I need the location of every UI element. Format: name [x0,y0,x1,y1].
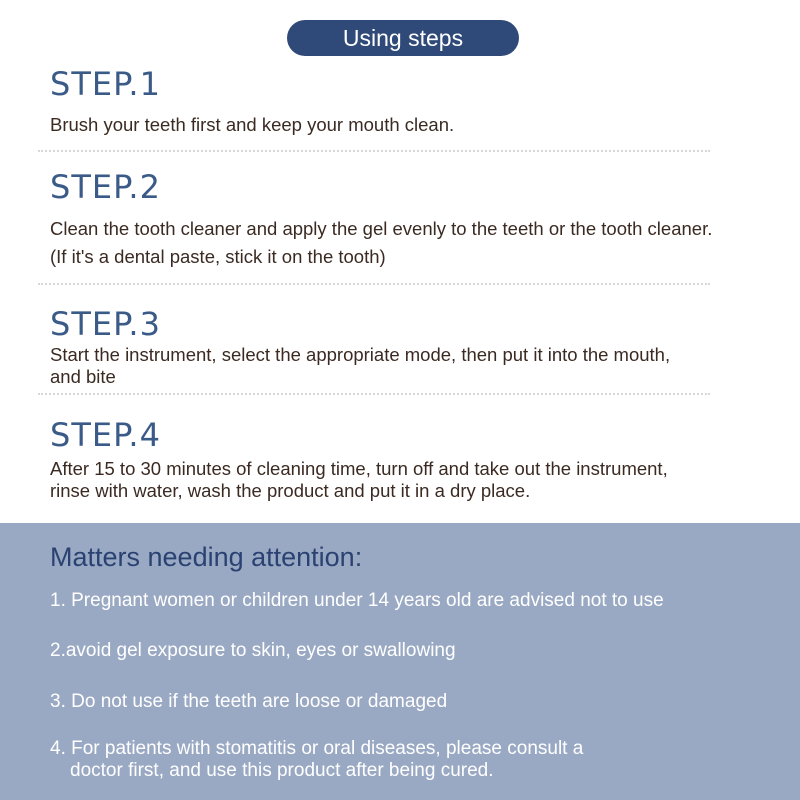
step-title: STEP.2 [50,168,161,206]
step-text: and bite [50,366,116,387]
attention-item-text: 1. Pregnant women or children under 14 years old are advised not to use [50,590,664,611]
attention-item [50,691,770,713]
attention-item [50,738,770,782]
using-steps-header [287,20,519,56]
attention-item-text: 3. Do not use if the teeth are loose or damaged [50,691,448,712]
step-2 [50,169,790,268]
divider [38,150,710,152]
step-text: (If it's a dental paste, stick it on the tooth) [50,246,386,267]
step-text: Start the instrument, select the appropriate mode, then put it into the mouth, [50,344,671,365]
header-title: Using steps [342,25,464,51]
step-3 [50,306,790,388]
step-text: Clean the tooth cleaner and apply the gel evenly to the teeth or the tooth cleaner. [50,218,713,239]
step-text: Brush your teeth first and keep your mouth clean. [50,114,455,135]
attention-item-text: 4. For patients with stomatitis or oral diseases, please consult a [50,738,584,759]
step-title: STEP.3 [50,305,161,343]
attention-item-text: doctor first, and use this product after being cured. [70,760,494,781]
step-text: rinse with water, wash the product and put it in a dry place. [50,480,531,501]
step-title: STEP.1 [50,65,161,103]
attention-item-text: 2.avoid gel exposure to skin, eyes or swallowing [50,640,456,661]
attention-panel [0,523,800,800]
step-4 [50,417,790,502]
step-text: After 15 to 30 minutes of cleaning time, turn off and take out the instrument, [50,458,668,479]
divider [38,283,710,285]
step-title: STEP.4 [50,416,161,454]
divider [38,393,710,395]
step-1 [50,66,790,136]
attention-item [50,640,770,662]
attention-title: Matters needing attention: [50,542,363,572]
attention-item [50,590,770,612]
